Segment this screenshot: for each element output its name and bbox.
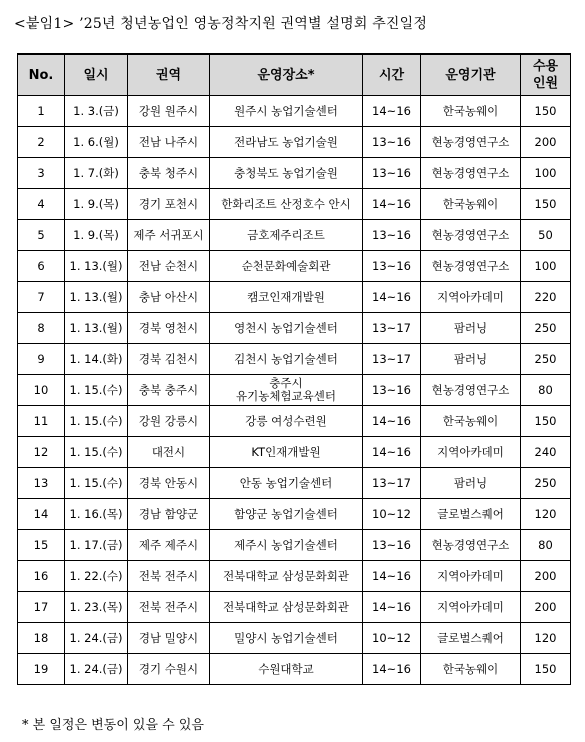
table-row bbox=[18, 561, 571, 592]
cell-col-venue: 순천문화예술회관 bbox=[210, 251, 363, 282]
header-col-organizer: 운영기관 bbox=[421, 54, 521, 96]
cell-col-venue: 강릉 여성수련원 bbox=[210, 406, 363, 437]
table-row bbox=[18, 96, 571, 127]
cell-col-venue: 수원대학교 bbox=[210, 654, 363, 685]
cell-col-region: 충북 청주시 bbox=[128, 158, 210, 189]
cell-col-capacity: 240 bbox=[521, 437, 571, 468]
cell-col-region: 전남 나주시 bbox=[128, 127, 210, 158]
table-row bbox=[18, 344, 571, 375]
cell-col-region: 경북 안동시 bbox=[128, 468, 210, 499]
header-col-time: 시간 bbox=[363, 54, 421, 96]
cell-col-organizer: 팜러닝 bbox=[421, 344, 521, 375]
cell-col-no: 7 bbox=[18, 282, 65, 313]
cell-col-region: 경남 함양군 bbox=[128, 499, 210, 530]
cell-col-time: 13~17 bbox=[363, 344, 421, 375]
schedule-note: * 본 일정은 변동이 있을 수 있음 bbox=[22, 718, 204, 733]
table-row bbox=[18, 623, 571, 654]
cell-col-no: 4 bbox=[18, 189, 65, 220]
table-row bbox=[18, 499, 571, 530]
cell-col-date: 1. 3.(금) bbox=[65, 96, 128, 127]
cell-col-no: 14 bbox=[18, 499, 65, 530]
cell-col-organizer: 지역아카데미 bbox=[421, 282, 521, 313]
cell-col-venue: 전라남도 농업기술원 bbox=[210, 127, 363, 158]
table-row bbox=[18, 468, 571, 499]
cell-col-no: 13 bbox=[18, 468, 65, 499]
cell-col-region: 강원 강릉시 bbox=[128, 406, 210, 437]
cell-col-venue: 함양군 농업기술센터 bbox=[210, 499, 363, 530]
cell-col-date: 1. 15.(수) bbox=[65, 437, 128, 468]
table-row bbox=[18, 592, 571, 623]
table-row bbox=[18, 282, 571, 313]
cell-col-no: 16 bbox=[18, 561, 65, 592]
cell-col-capacity: 200 bbox=[521, 592, 571, 623]
cell-col-region: 경기 수원시 bbox=[128, 654, 210, 685]
cell-col-venue: 안동 농업기술센터 bbox=[210, 468, 363, 499]
cell-col-venue: 밀양시 농업기술센터 bbox=[210, 623, 363, 654]
cell-col-venue: 전북대학교 삼성문화회관 bbox=[210, 561, 363, 592]
cell-col-no: 5 bbox=[18, 220, 65, 251]
cell-col-no: 19 bbox=[18, 654, 65, 685]
cell-col-capacity: 150 bbox=[521, 406, 571, 437]
cell-col-region: 제주 제주시 bbox=[128, 530, 210, 561]
cell-col-venue: 원주시 농업기술센터 bbox=[210, 96, 363, 127]
cell-col-time: 13~16 bbox=[363, 220, 421, 251]
header-col-venue: 운영장소* bbox=[210, 54, 363, 96]
cell-col-organizer: 지역아카데미 bbox=[421, 592, 521, 623]
cell-col-region: 충북 충주시 bbox=[128, 375, 210, 406]
cell-col-time: 13~16 bbox=[363, 530, 421, 561]
schedule-table-container bbox=[17, 53, 570, 685]
cell-col-venue: 제주시 농업기술센터 bbox=[210, 530, 363, 561]
cell-col-region: 경기 포천시 bbox=[128, 189, 210, 220]
cell-col-capacity: 200 bbox=[521, 127, 571, 158]
table-header-row bbox=[18, 54, 571, 96]
cell-col-region: 대전시 bbox=[128, 437, 210, 468]
cell-col-capacity: 120 bbox=[521, 499, 571, 530]
cell-col-region: 전남 순천시 bbox=[128, 251, 210, 282]
table-row bbox=[18, 406, 571, 437]
cell-col-venue: 한화리조트 산정호수 안시 bbox=[210, 189, 363, 220]
cell-col-date: 1. 7.(화) bbox=[65, 158, 128, 189]
cell-col-capacity: 200 bbox=[521, 561, 571, 592]
cell-col-region: 강원 원주시 bbox=[128, 96, 210, 127]
cell-col-venue: 영천시 농업기술센터 bbox=[210, 313, 363, 344]
cell-col-capacity: 50 bbox=[521, 220, 571, 251]
cell-col-region: 충남 아산시 bbox=[128, 282, 210, 313]
cell-col-date: 1. 13.(월) bbox=[65, 313, 128, 344]
cell-col-capacity: 250 bbox=[521, 344, 571, 375]
cell-col-venue: 캠코인재개발원 bbox=[210, 282, 363, 313]
cell-col-organizer: 현농경영연구소 bbox=[421, 530, 521, 561]
cell-col-time: 14~16 bbox=[363, 406, 421, 437]
cell-col-no: 6 bbox=[18, 251, 65, 282]
cell-col-date: 1. 15.(수) bbox=[65, 375, 128, 406]
cell-col-date: 1. 6.(월) bbox=[65, 127, 128, 158]
cell-col-date: 1. 22.(수) bbox=[65, 561, 128, 592]
cell-col-capacity: 100 bbox=[521, 158, 571, 189]
cell-col-region: 경북 영천시 bbox=[128, 313, 210, 344]
cell-col-time: 10~12 bbox=[363, 499, 421, 530]
cell-col-capacity: 250 bbox=[521, 313, 571, 344]
cell-col-time: 13~16 bbox=[363, 251, 421, 282]
cell-col-date: 1. 9.(목) bbox=[65, 189, 128, 220]
cell-col-date: 1. 15.(수) bbox=[65, 406, 128, 437]
cell-col-no: 17 bbox=[18, 592, 65, 623]
cell-col-time: 14~16 bbox=[363, 96, 421, 127]
cell-col-no: 12 bbox=[18, 437, 65, 468]
cell-col-date: 1. 13.(월) bbox=[65, 251, 128, 282]
cell-col-region: 전북 전주시 bbox=[128, 592, 210, 623]
cell-col-venue: 충청북도 농업기술원 bbox=[210, 158, 363, 189]
cell-col-organizer: 한국농웨이 bbox=[421, 96, 521, 127]
cell-col-venue: 김천시 농업기술센터 bbox=[210, 344, 363, 375]
cell-col-organizer: 현농경영연구소 bbox=[421, 127, 521, 158]
cell-col-date: 1. 16.(목) bbox=[65, 499, 128, 530]
cell-col-date: 1. 13.(월) bbox=[65, 282, 128, 313]
cell-col-date: 1. 15.(수) bbox=[65, 468, 128, 499]
cell-col-capacity: 120 bbox=[521, 623, 571, 654]
cell-col-time: 14~16 bbox=[363, 592, 421, 623]
cell-col-organizer: 글로벌스퀘어 bbox=[421, 623, 521, 654]
cell-col-capacity: 150 bbox=[521, 654, 571, 685]
cell-col-capacity: 100 bbox=[521, 251, 571, 282]
table-row bbox=[18, 251, 571, 282]
table-row bbox=[18, 437, 571, 468]
cell-col-capacity: 80 bbox=[521, 530, 571, 561]
cell-col-region: 경북 김천시 bbox=[128, 344, 210, 375]
document-title: <붙임1> ’25년 청년농업인 영농정착지원 권역별 설명회 추진일정 bbox=[14, 16, 428, 32]
cell-col-time: 14~16 bbox=[363, 189, 421, 220]
cell-col-time: 13~17 bbox=[363, 468, 421, 499]
cell-col-time: 13~16 bbox=[363, 127, 421, 158]
cell-col-organizer: 팜러닝 bbox=[421, 313, 521, 344]
cell-col-no: 2 bbox=[18, 127, 65, 158]
cell-col-no: 9 bbox=[18, 344, 65, 375]
cell-col-capacity: 150 bbox=[521, 189, 571, 220]
cell-col-no: 11 bbox=[18, 406, 65, 437]
cell-col-venue: 금호제주리조트 bbox=[210, 220, 363, 251]
cell-col-time: 10~12 bbox=[363, 623, 421, 654]
cell-col-date: 1. 9.(목) bbox=[65, 220, 128, 251]
header-col-capacity: 수용 인원 bbox=[521, 54, 571, 96]
cell-col-date: 1. 14.(화) bbox=[65, 344, 128, 375]
cell-col-capacity: 220 bbox=[521, 282, 571, 313]
schedule-table bbox=[17, 53, 571, 685]
cell-col-region: 경남 밀양시 bbox=[128, 623, 210, 654]
cell-col-capacity: 250 bbox=[521, 468, 571, 499]
header-col-no: No. bbox=[18, 54, 65, 96]
cell-col-no: 3 bbox=[18, 158, 65, 189]
cell-col-organizer: 한국농웨이 bbox=[421, 189, 521, 220]
cell-col-time: 13~17 bbox=[363, 313, 421, 344]
cell-col-organizer: 현농경영연구소 bbox=[421, 375, 521, 406]
cell-col-organizer: 한국농웨이 bbox=[421, 406, 521, 437]
table-row bbox=[18, 158, 571, 189]
cell-col-time: 14~16 bbox=[363, 437, 421, 468]
header-col-region: 권역 bbox=[128, 54, 210, 96]
cell-col-organizer: 글로벌스퀘어 bbox=[421, 499, 521, 530]
cell-col-capacity: 150 bbox=[521, 96, 571, 127]
table-row bbox=[18, 654, 571, 685]
cell-col-organizer: 팜러닝 bbox=[421, 468, 521, 499]
cell-col-time: 14~16 bbox=[363, 282, 421, 313]
table-row bbox=[18, 220, 571, 251]
cell-col-time: 14~16 bbox=[363, 654, 421, 685]
cell-col-venue: 충주시 유기농체험교육센터 bbox=[210, 375, 363, 406]
cell-col-time: 14~16 bbox=[363, 561, 421, 592]
cell-col-organizer: 지역아카데미 bbox=[421, 437, 521, 468]
cell-col-organizer: 현농경영연구소 bbox=[421, 251, 521, 282]
cell-col-no: 18 bbox=[18, 623, 65, 654]
cell-col-venue: KT인재개발원 bbox=[210, 437, 363, 468]
header-col-date: 일시 bbox=[65, 54, 128, 96]
cell-col-date: 1. 17.(금) bbox=[65, 530, 128, 561]
cell-col-no: 15 bbox=[18, 530, 65, 561]
cell-col-venue: 전북대학교 삼성문화회관 bbox=[210, 592, 363, 623]
cell-col-region: 전북 전주시 bbox=[128, 561, 210, 592]
cell-col-time: 13~16 bbox=[363, 375, 421, 406]
cell-col-date: 1. 24.(금) bbox=[65, 654, 128, 685]
cell-col-region: 제주 서귀포시 bbox=[128, 220, 210, 251]
cell-col-time: 13~16 bbox=[363, 158, 421, 189]
cell-col-date: 1. 24.(금) bbox=[65, 623, 128, 654]
cell-col-no: 8 bbox=[18, 313, 65, 344]
cell-col-organizer: 한국농웨이 bbox=[421, 654, 521, 685]
table-body bbox=[18, 96, 571, 685]
cell-col-organizer: 지역아카데미 bbox=[421, 561, 521, 592]
table-row bbox=[18, 189, 571, 220]
table-row bbox=[18, 313, 571, 344]
table-row bbox=[18, 127, 571, 158]
table-row bbox=[18, 530, 571, 561]
cell-col-capacity: 80 bbox=[521, 375, 571, 406]
cell-col-no: 1 bbox=[18, 96, 65, 127]
cell-col-organizer: 현농경영연구소 bbox=[421, 220, 521, 251]
cell-col-date: 1. 23.(목) bbox=[65, 592, 128, 623]
cell-col-no: 10 bbox=[18, 375, 65, 406]
table-row bbox=[18, 375, 571, 406]
cell-col-organizer: 현농경영연구소 bbox=[421, 158, 521, 189]
